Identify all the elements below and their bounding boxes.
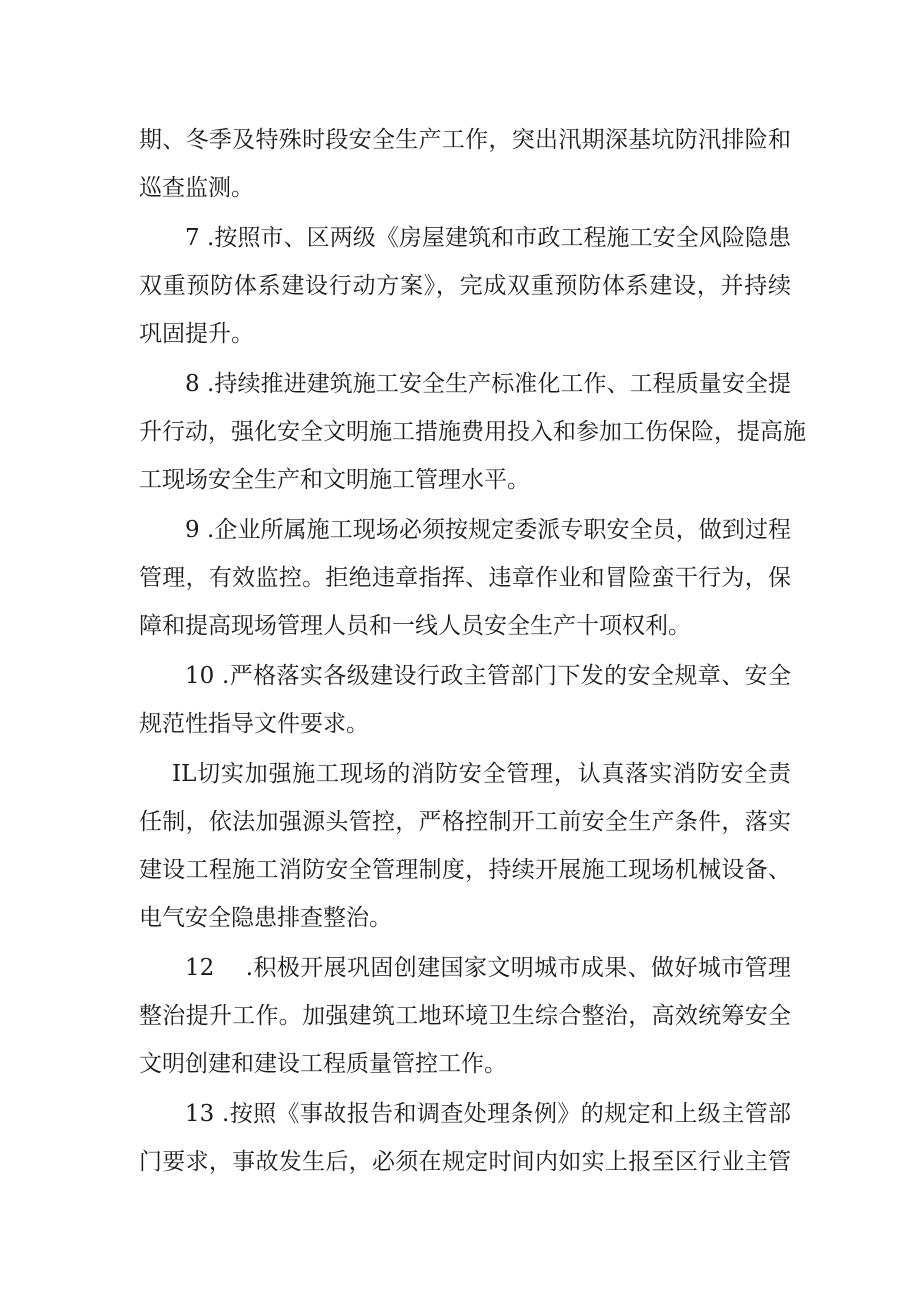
text-line-item-10: 10 .严格落实各级建设行政主管部门下发的安全规章、安全	[185, 663, 791, 689]
text-line-item-11: IL切实加强施工现场的消防安全管理，认真落实消防安全责	[172, 761, 791, 787]
text-line: 巩固提升。	[139, 321, 254, 347]
text-line: 门要求，事故发生后，必须在规定时间内如实上报至区行业主管	[139, 1149, 791, 1175]
text-line: 建设工程施工消防安全管理制度，持续开展施工现场机械设备、	[139, 857, 791, 883]
text-line: 升行动，强化安全文明施工措施费用投入和参加工伤保险，提高施	[139, 419, 806, 445]
text-line-item-12: 12 .积极开展巩固创建国家文明城市成果、做好城市管理	[185, 955, 791, 981]
text-line: 巡查监测。	[139, 175, 254, 201]
text-line: 任制，依法加强源头管控，严格控制开工前安全生产条件，落实	[139, 809, 791, 835]
text-line-item-7: 7 .按照市、区两级《房屋建筑和市政工程施工安全风险隐患	[185, 225, 791, 251]
text-line: 工现场安全生产和文明施工管理水平。	[139, 467, 530, 493]
text-line: 规范性指导文件要求。	[139, 711, 369, 737]
text-line: 障和提高现场管理人员和一线人员安全生产十项权利。	[139, 613, 691, 639]
text-line: 文明创建和建设工程质量管控工作。	[139, 1051, 507, 1077]
text-line: 电气安全隐患排查整治。	[139, 905, 392, 931]
text-line-item-9: 9 .企业所属施工现场必须按规定委派专职安全员，做到过程	[185, 517, 791, 543]
text-line: 期、冬季及特殊时段安全生产工作，突出汛期深基坑防汛排险和	[139, 127, 791, 153]
text-line: 双重预防体系建设行动方案》，完成双重预防体系建设，并持续	[139, 273, 791, 299]
text-line-item-8: 8 .持续推进建筑施工安全生产标准化工作、工程质量安全提	[185, 371, 791, 397]
text-line: 管理，有效监控。拒绝违章指挥、违章作业和冒险蛮干行为，保	[139, 565, 791, 591]
text-line-item-13: 13 .按照《事故报告和调查处理条例》的规定和上级主管部	[185, 1101, 791, 1127]
text-line: 整治提升工作。加强建筑工地环境卫生综合整治，高效统筹安全	[139, 1003, 791, 1029]
